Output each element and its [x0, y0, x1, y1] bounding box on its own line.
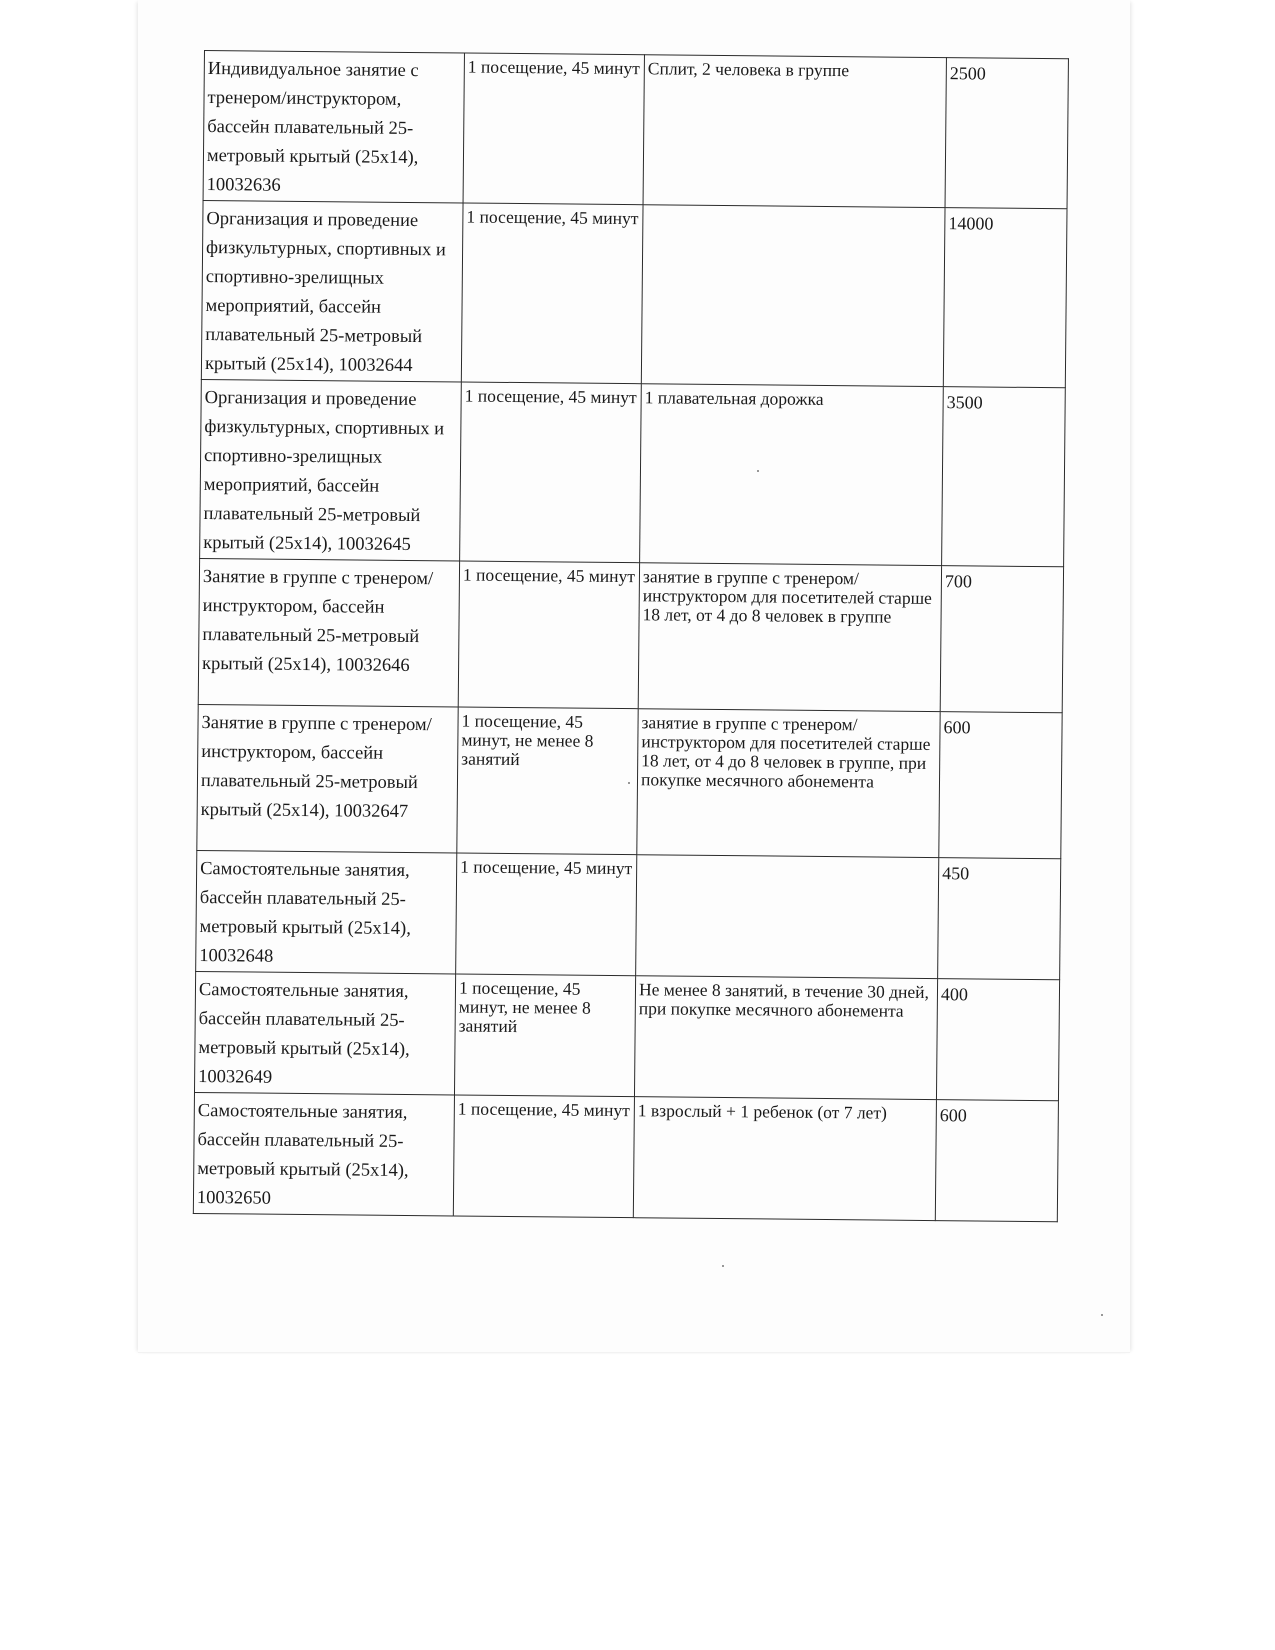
service-name-cell: Самостоятельные занятия, бассейн плавательный 25-метровый крытый (25х14), 10032649 [194, 971, 455, 1094]
duration-cell: 1 посещение, 45 минут [453, 1095, 634, 1218]
price-cell: 400 [936, 979, 1059, 1101]
service-name-cell: Самостоятельные занятия, бассейн плавательный 25-метровый крытый (25х14), 10032648 [196, 850, 457, 973]
duration-cell: 1 посещение, 45 минут [456, 853, 637, 976]
service-name-cell: Занятие в группе с тренером/инструктором, бассейн плавательный 25-метровый крытый (25х14), 10032646 [198, 558, 459, 706]
table-row [203, 51, 1068, 209]
price-cell: 700 [940, 566, 1063, 713]
table-row [194, 971, 1059, 1100]
service-name-cell: Организация и проведение физкультурных, спортивных и спортивно-зрелищных мероприятий, бассейн плавательный 25-метровый крытый (25х14), 10032645 [200, 379, 462, 560]
note-cell: 1 плавательная дорожка [640, 384, 944, 566]
note-cell: занятие в группе с тренером/инструктором для посетителей старше 18 лет, от 4 до 8 человек в группе [638, 563, 941, 712]
price-cell: 2500 [945, 58, 1068, 209]
note-cell [636, 855, 939, 979]
price-cell: 3500 [942, 387, 1066, 567]
duration-cell: 1 посещение, 45 минут [460, 382, 642, 563]
note-cell: Сплит, 2 человека в группе [643, 55, 946, 208]
note-cell: 1 взрослый + 1 ребенок (от 7 лет) [633, 1097, 936, 1221]
table-row [196, 850, 1061, 979]
note-cell: Не менее 8 занятий, в течение 30 дней, при покупке месячного абонемента [634, 976, 937, 1100]
duration-cell: 1 посещение, 45 минут, не менее 8 занятий [457, 707, 638, 855]
table-row [198, 558, 1063, 712]
table-row [200, 379, 1066, 566]
duration-cell: 1 посещение, 45 минут, не менее 8 занятий [454, 974, 635, 1097]
duration-cell: 1 посещение, 45 минут [463, 53, 644, 205]
scan-speck [722, 1265, 724, 1267]
price-table [193, 50, 1069, 1222]
scan-speck [1101, 1314, 1103, 1316]
price-cell: 600 [939, 712, 1062, 859]
note-cell: занятие в группе с тренером/инструктором для посетителей старше 18 лет, от 4 до 8 человек в группе, при покупке месячного абонемента [637, 709, 940, 858]
table-row [201, 200, 1067, 387]
scan-speck [757, 470, 759, 472]
price-cell: 600 [935, 1100, 1058, 1222]
table-row [193, 1092, 1058, 1221]
service-name-cell: Организация и проведение физкультурных, спортивных и спортивно-зрелищных мероприятий, бассейн плавательный 25-метровый крытый (25х14), 10032644 [201, 200, 463, 381]
service-name-cell: Занятие в группе с тренером/инструктором, бассейн плавательный 25-метровый крытый (25х14), 10032647 [197, 704, 458, 852]
price-cell: 450 [938, 858, 1061, 980]
scan-speck [628, 782, 630, 784]
note-cell [641, 205, 945, 387]
duration-cell: 1 посещение, 45 минут [461, 203, 643, 384]
service-name-cell: Самостоятельные занятия, бассейн плавательный 25-метровый крытый (25х14), 10032650 [193, 1092, 454, 1215]
price-cell: 14000 [943, 208, 1067, 388]
duration-cell: 1 посещение, 45 минут [458, 561, 639, 709]
service-name-cell: Индивидуальное занятие с тренером/инструктором, бассейн плавательный 25-метровый крытый (25х14), 10032636 [203, 51, 464, 203]
